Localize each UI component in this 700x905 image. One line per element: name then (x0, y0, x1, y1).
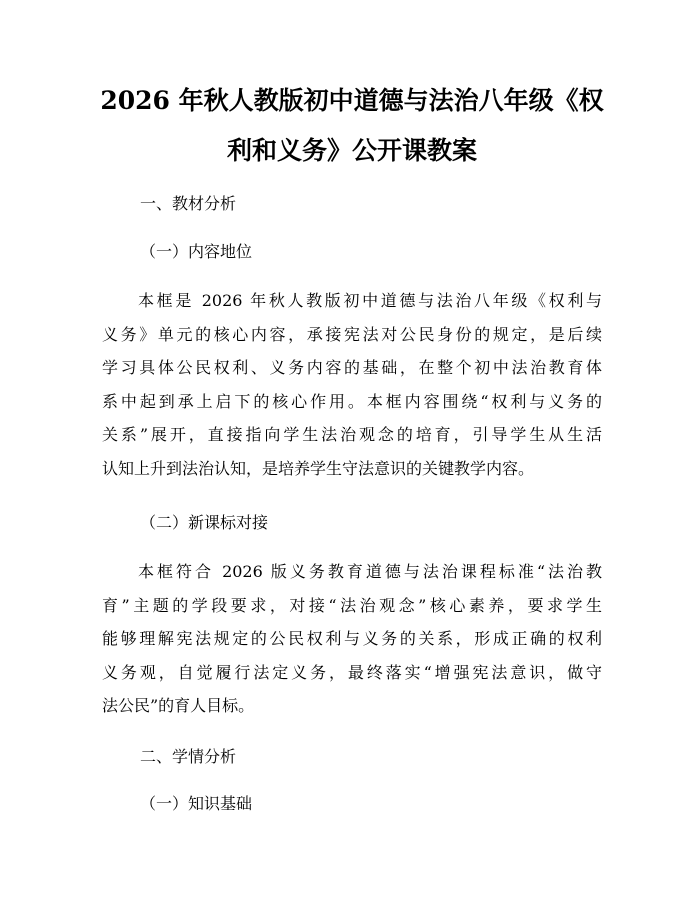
paragraph-curriculum-standard (102, 555, 602, 723)
paragraph-line: 能够理解宪法规定的公民权利与义务的关系，形成正确的权利 (102, 629, 602, 649)
paragraph-line: 认知上升到法治认知，是培养学生守法意识的关键教学内容。 (102, 458, 535, 478)
paragraph-line: 关系”展开，直接指向学生法治观念的培育，引导学生从生活 (102, 425, 602, 445)
subheading-knowledge-base: （一）知识基础 (140, 794, 253, 813)
paragraph-line: 育”主题的学段要求，对接“法治观念”核心素养，要求学生 (102, 595, 602, 615)
title-line-2: 利和义务》公开课教案 (226, 136, 477, 165)
section-heading-learner-analysis: 二、学情分析 (140, 747, 237, 766)
paragraph-line: 本框是 2026 年秋人教版初中道德与法治八年级《权利与 (138, 291, 602, 310)
paragraph-content-position (102, 284, 602, 486)
subheading-content-position: （一）内容地位 (140, 242, 253, 261)
paragraph-line: 系中起到承上启下的核心作用。本框内容围绕“权利与义务的 (102, 391, 602, 411)
paragraph-line: 学习具体公民权利、义务内容的基础，在整个初中法治教育体 (102, 358, 602, 378)
title-line-1: 2026 年秋人教版初中道德与法治八年级《权 (100, 86, 604, 115)
paragraph-line: 义务观，自觉履行法定义务，最终落实“增强宪法意识，做守 (102, 662, 602, 682)
paragraph-line: 法公民”的育人目标。 (102, 696, 255, 716)
subheading-curriculum-standard: （二）新课标对接 (140, 513, 269, 532)
paragraph-line: 义务》单元的核心内容，承接宪法对公民身份的规定，是后续 (102, 324, 602, 344)
section-heading-textbook-analysis: 一、教材分析 (140, 194, 237, 213)
paragraph-line: 本框符合 2026 版义务教育道德与法治课程标准“法治教 (138, 562, 602, 581)
document-title (92, 76, 612, 176)
